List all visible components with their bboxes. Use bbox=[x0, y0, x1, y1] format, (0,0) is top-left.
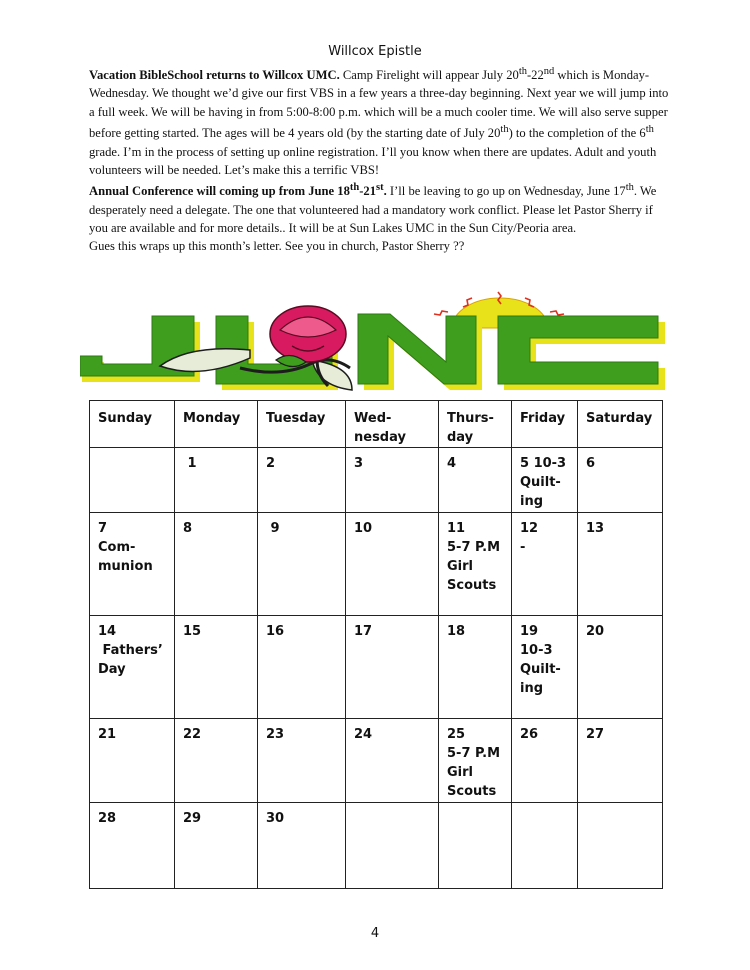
day-number: 16 bbox=[266, 624, 285, 639]
newsletter-title: Willcox Epistle bbox=[328, 44, 422, 59]
day-cell bbox=[439, 803, 512, 889]
event-text: Quilt- bbox=[520, 662, 561, 677]
event-text: Quilt- bbox=[520, 475, 561, 490]
day-cell bbox=[90, 448, 175, 513]
event-text: 5-7 P.M bbox=[447, 746, 501, 761]
day-cell bbox=[578, 616, 663, 719]
day-cell bbox=[512, 803, 578, 889]
conference-text: I’ll be leaving to go up on Wednesday, June 17 bbox=[386, 184, 626, 199]
day-cell bbox=[512, 448, 578, 513]
day-cell bbox=[258, 803, 346, 889]
day-number: 22 bbox=[183, 727, 202, 742]
day-number: 21 bbox=[98, 727, 117, 742]
day-cell bbox=[175, 513, 258, 616]
day-number: 8 bbox=[183, 521, 193, 536]
day-cell bbox=[258, 616, 346, 719]
day-number: 12 bbox=[520, 521, 539, 536]
superscript: th bbox=[518, 66, 527, 77]
day-cell bbox=[346, 448, 439, 513]
event-text: nesday bbox=[354, 430, 406, 445]
day-number: 26 bbox=[520, 727, 539, 742]
event-text: Com- bbox=[98, 540, 136, 555]
day-cell bbox=[578, 803, 663, 889]
day-number: 29 bbox=[183, 811, 202, 826]
day-header bbox=[578, 401, 663, 448]
day-cell bbox=[258, 513, 346, 616]
day-cell bbox=[439, 448, 512, 513]
day-number: 28 bbox=[98, 811, 117, 826]
day-cell bbox=[439, 719, 512, 803]
vbs-text: ) to the completion of the 6 bbox=[508, 126, 646, 141]
day-cell bbox=[90, 803, 175, 889]
vbs-text: grade. I’m in the process of setting up online registration. I’ll you know when there are updates. Adult and youth volunteers will be needed. Let’s make this a terrific VBS! bbox=[89, 144, 657, 177]
day-cell bbox=[258, 448, 346, 513]
day-number: Saturday bbox=[586, 411, 653, 426]
event-text: Scouts bbox=[447, 784, 497, 799]
event-text: day bbox=[447, 430, 474, 445]
day-number: 24 bbox=[354, 727, 373, 742]
superscript: th bbox=[625, 182, 634, 194]
day-cell bbox=[578, 513, 663, 616]
day-cell bbox=[512, 719, 578, 803]
day-cell bbox=[258, 719, 346, 803]
day-number: 25 bbox=[447, 727, 466, 742]
calendar-week-row bbox=[90, 513, 663, 616]
closing-line: Gues this wraps up this month’s letter. See you in church, Pastor Sherry ?? bbox=[89, 239, 465, 254]
day-number: 18 bbox=[447, 624, 466, 639]
calendar-week-row bbox=[90, 803, 663, 889]
superscript: nd bbox=[543, 66, 555, 77]
day-number: 17 bbox=[354, 624, 373, 639]
day-cell bbox=[578, 719, 663, 803]
banner-letters bbox=[80, 314, 658, 384]
event-text: munion bbox=[98, 559, 153, 574]
day-header bbox=[90, 401, 175, 448]
event-text: ing bbox=[520, 681, 544, 696]
event-text: ing bbox=[520, 494, 544, 509]
day-number: 2 bbox=[266, 456, 276, 471]
day-cell bbox=[175, 803, 258, 889]
day-number: 3 bbox=[354, 456, 364, 471]
day-cell bbox=[346, 513, 439, 616]
page-number: 4 bbox=[370, 926, 380, 941]
vbs-heading: Vacation BibleSchool returns to Willcox UMC. bbox=[89, 68, 340, 83]
calendar-week-row bbox=[90, 448, 663, 513]
vbs-text: Camp Firelight will appear July 20 bbox=[339, 68, 519, 83]
calendar-header-row bbox=[90, 401, 663, 448]
vbs-text: -22 bbox=[526, 68, 544, 83]
day-number: 1 bbox=[183, 456, 197, 471]
day-number: 10 bbox=[354, 521, 373, 536]
day-cell bbox=[175, 448, 258, 513]
day-cell bbox=[175, 719, 258, 803]
day-number: 23 bbox=[266, 727, 285, 742]
event-text: - bbox=[520, 540, 526, 555]
day-number: 14 bbox=[98, 624, 117, 639]
calendar-week-row bbox=[90, 616, 663, 719]
day-number: 27 bbox=[586, 727, 605, 742]
day-cell bbox=[578, 448, 663, 513]
day-cell bbox=[346, 719, 439, 803]
day-cell bbox=[346, 616, 439, 719]
day-header bbox=[512, 401, 578, 448]
day-number: 7 bbox=[98, 521, 108, 536]
day-number: 30 bbox=[266, 811, 285, 826]
day-number: 19 bbox=[520, 624, 539, 639]
conference-text: . We desperately need a delegate. The one that volunteered had a mandatory work conflict. Please let Pastor Sherry if you are available and for more details.. It will be at Sun Lakes UMC in the Sun City/Peoria area. bbox=[89, 184, 657, 235]
superscript: th bbox=[645, 124, 654, 136]
day-header bbox=[439, 401, 512, 448]
vbs-paragraph bbox=[89, 63, 674, 179]
day-cell bbox=[439, 616, 512, 719]
day-number: Tuesday bbox=[266, 411, 326, 426]
conference-heading-text: . bbox=[383, 184, 387, 199]
event-text: 5-7 P.M bbox=[447, 540, 501, 555]
event-text: Day bbox=[98, 662, 126, 677]
day-cell bbox=[90, 719, 175, 803]
event-text: Scouts bbox=[447, 578, 497, 593]
day-number: Monday bbox=[183, 411, 241, 426]
conference-heading-text: -21 bbox=[359, 184, 377, 199]
day-number: 15 bbox=[183, 624, 202, 639]
day-number: 4 bbox=[447, 456, 457, 471]
day-cell bbox=[346, 803, 439, 889]
event-text: 10-3 bbox=[520, 643, 553, 658]
day-number: 6 bbox=[586, 456, 596, 471]
day-number: 5 10-3 bbox=[520, 456, 567, 471]
day-number: 13 bbox=[586, 521, 605, 536]
day-header bbox=[258, 401, 346, 448]
superscript: th bbox=[500, 124, 509, 136]
day-header bbox=[346, 401, 439, 448]
june-calendar bbox=[89, 400, 663, 889]
day-cell bbox=[90, 513, 175, 616]
event-text: Fathers’ bbox=[98, 643, 163, 658]
event-text: Girl bbox=[447, 765, 473, 780]
day-cell bbox=[512, 616, 578, 719]
event-text: Girl bbox=[447, 559, 473, 574]
conference-heading bbox=[89, 184, 387, 198]
day-cell bbox=[90, 616, 175, 719]
calendar-week-row bbox=[90, 719, 663, 803]
letter-body bbox=[89, 63, 674, 256]
day-cell bbox=[175, 616, 258, 719]
superscript: th bbox=[349, 182, 360, 194]
day-number: Wed- bbox=[354, 411, 392, 426]
day-number: Thurs- bbox=[447, 411, 494, 426]
day-number: 20 bbox=[586, 624, 605, 639]
vbs-text: which is Monday-Wednesday. We thought we’d give our first VBS in a few years a three-day beginning. Next year we will jump into a full week. We will be having in from 5:00-8:00 p.m. which will be a much cooler time. We will also serve supper before getting started. The ages will be 4 years old (by the starting date of July 20 bbox=[89, 68, 669, 141]
day-header bbox=[175, 401, 258, 448]
june-banner bbox=[80, 290, 665, 400]
superscript: st bbox=[376, 182, 384, 194]
conference-heading-text: Annual Conference will coming up from June 18 bbox=[89, 184, 350, 199]
day-number: Sunday bbox=[98, 411, 153, 426]
day-number: Friday bbox=[520, 411, 566, 426]
conference-paragraph bbox=[89, 179, 674, 237]
day-number: 9 bbox=[266, 521, 280, 536]
day-cell bbox=[512, 513, 578, 616]
day-number: 11 bbox=[447, 521, 466, 536]
day-cell bbox=[439, 513, 512, 616]
